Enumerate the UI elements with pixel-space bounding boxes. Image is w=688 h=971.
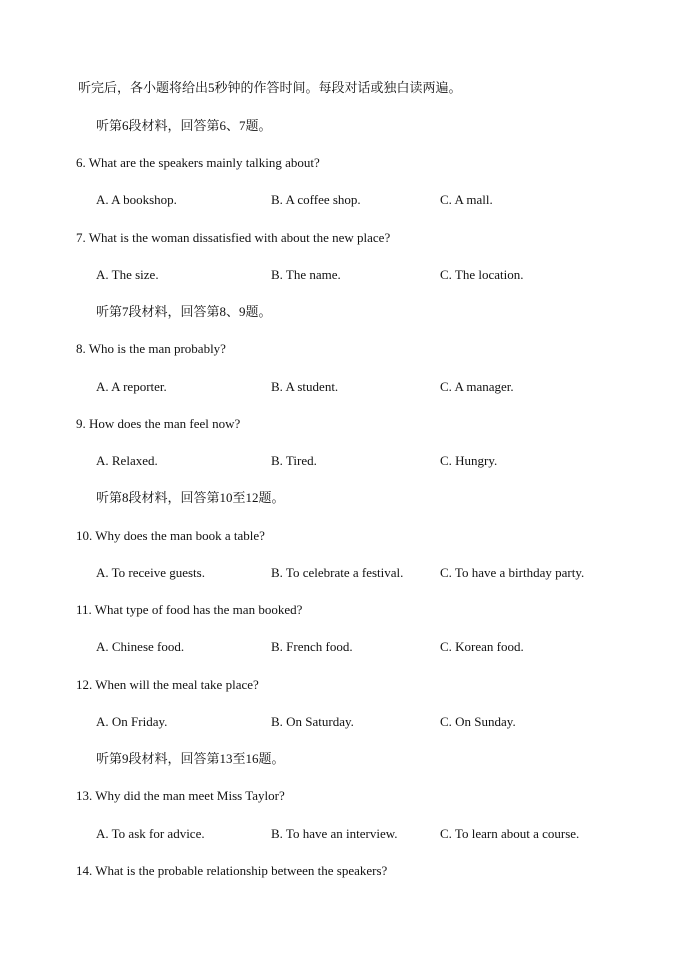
- option-a: A. To receive guests.: [96, 565, 205, 580]
- option-b: B. Tired.: [271, 453, 317, 468]
- option-a: A. Chinese food.: [96, 639, 185, 654]
- question-6-options: [0, 192, 688, 208]
- instructions-text: 听完后，各小题将给出5秒钟的作答时间。每段对话或独白读两遍。: [78, 80, 462, 95]
- section-heading-7: 听第7段材料，回答第8、9题。: [96, 304, 272, 319]
- option-c: C. On Sunday.: [440, 714, 516, 729]
- option-a: A. A bookshop.: [96, 192, 177, 207]
- question-11: 11. What type of food has the man booked?: [76, 602, 303, 617]
- option-b: B. A coffee shop.: [271, 192, 361, 207]
- option-b: B. On Saturday.: [271, 714, 354, 729]
- question-7-options: [0, 267, 688, 283]
- option-b: B. A student.: [271, 379, 339, 394]
- option-a: A. Relaxed.: [96, 453, 158, 468]
- section-heading-6: 听第6段材料，回答第6、7题。: [96, 118, 272, 133]
- option-a: A. To ask for advice.: [96, 826, 205, 841]
- option-c: C. A mall.: [440, 192, 493, 207]
- question-6: 6. What are the speakers mainly talking about?: [76, 155, 320, 170]
- option-c: C. Hungry.: [440, 453, 498, 468]
- question-9-options: [0, 453, 688, 469]
- question-14: 14. What is the probable relationship between the speakers?: [76, 863, 388, 878]
- option-a: A. The size.: [96, 267, 159, 282]
- question-8: 8. Who is the man probably?: [76, 341, 226, 356]
- question-13-options: [0, 826, 688, 842]
- question-12-options: [0, 714, 688, 730]
- question-12: 12. When will the meal take place?: [76, 677, 259, 692]
- question-8-options: [0, 379, 688, 395]
- option-b: B. To celebrate a festival.: [271, 565, 404, 580]
- option-c: C. To learn about a course.: [440, 826, 580, 841]
- question-11-options: [0, 639, 688, 655]
- option-b: B. French food.: [271, 639, 353, 654]
- option-a: A. On Friday.: [96, 714, 168, 729]
- question-13: 13. Why did the man meet Miss Taylor?: [76, 788, 285, 803]
- option-c: C. To have a birthday party.: [440, 565, 585, 580]
- option-a: A. A reporter.: [96, 379, 167, 394]
- question-10: 10. Why does the man book a table?: [76, 528, 265, 543]
- option-b: B. The name.: [271, 267, 341, 282]
- question-10-options: [0, 565, 688, 581]
- section-heading-9: 听第9段材料，回答第13至16题。: [96, 751, 285, 766]
- question-7: 7. What is the woman dissatisfied with about the new place?: [76, 230, 391, 245]
- option-b: B. To have an interview.: [271, 826, 398, 841]
- question-9: 9. How does the man feel now?: [76, 416, 241, 431]
- option-c: C. The location.: [440, 267, 524, 282]
- option-c: C. A manager.: [440, 379, 514, 394]
- option-c: C. Korean food.: [440, 639, 524, 654]
- section-heading-8: 听第8段材料，回答第10至12题。: [96, 490, 285, 505]
